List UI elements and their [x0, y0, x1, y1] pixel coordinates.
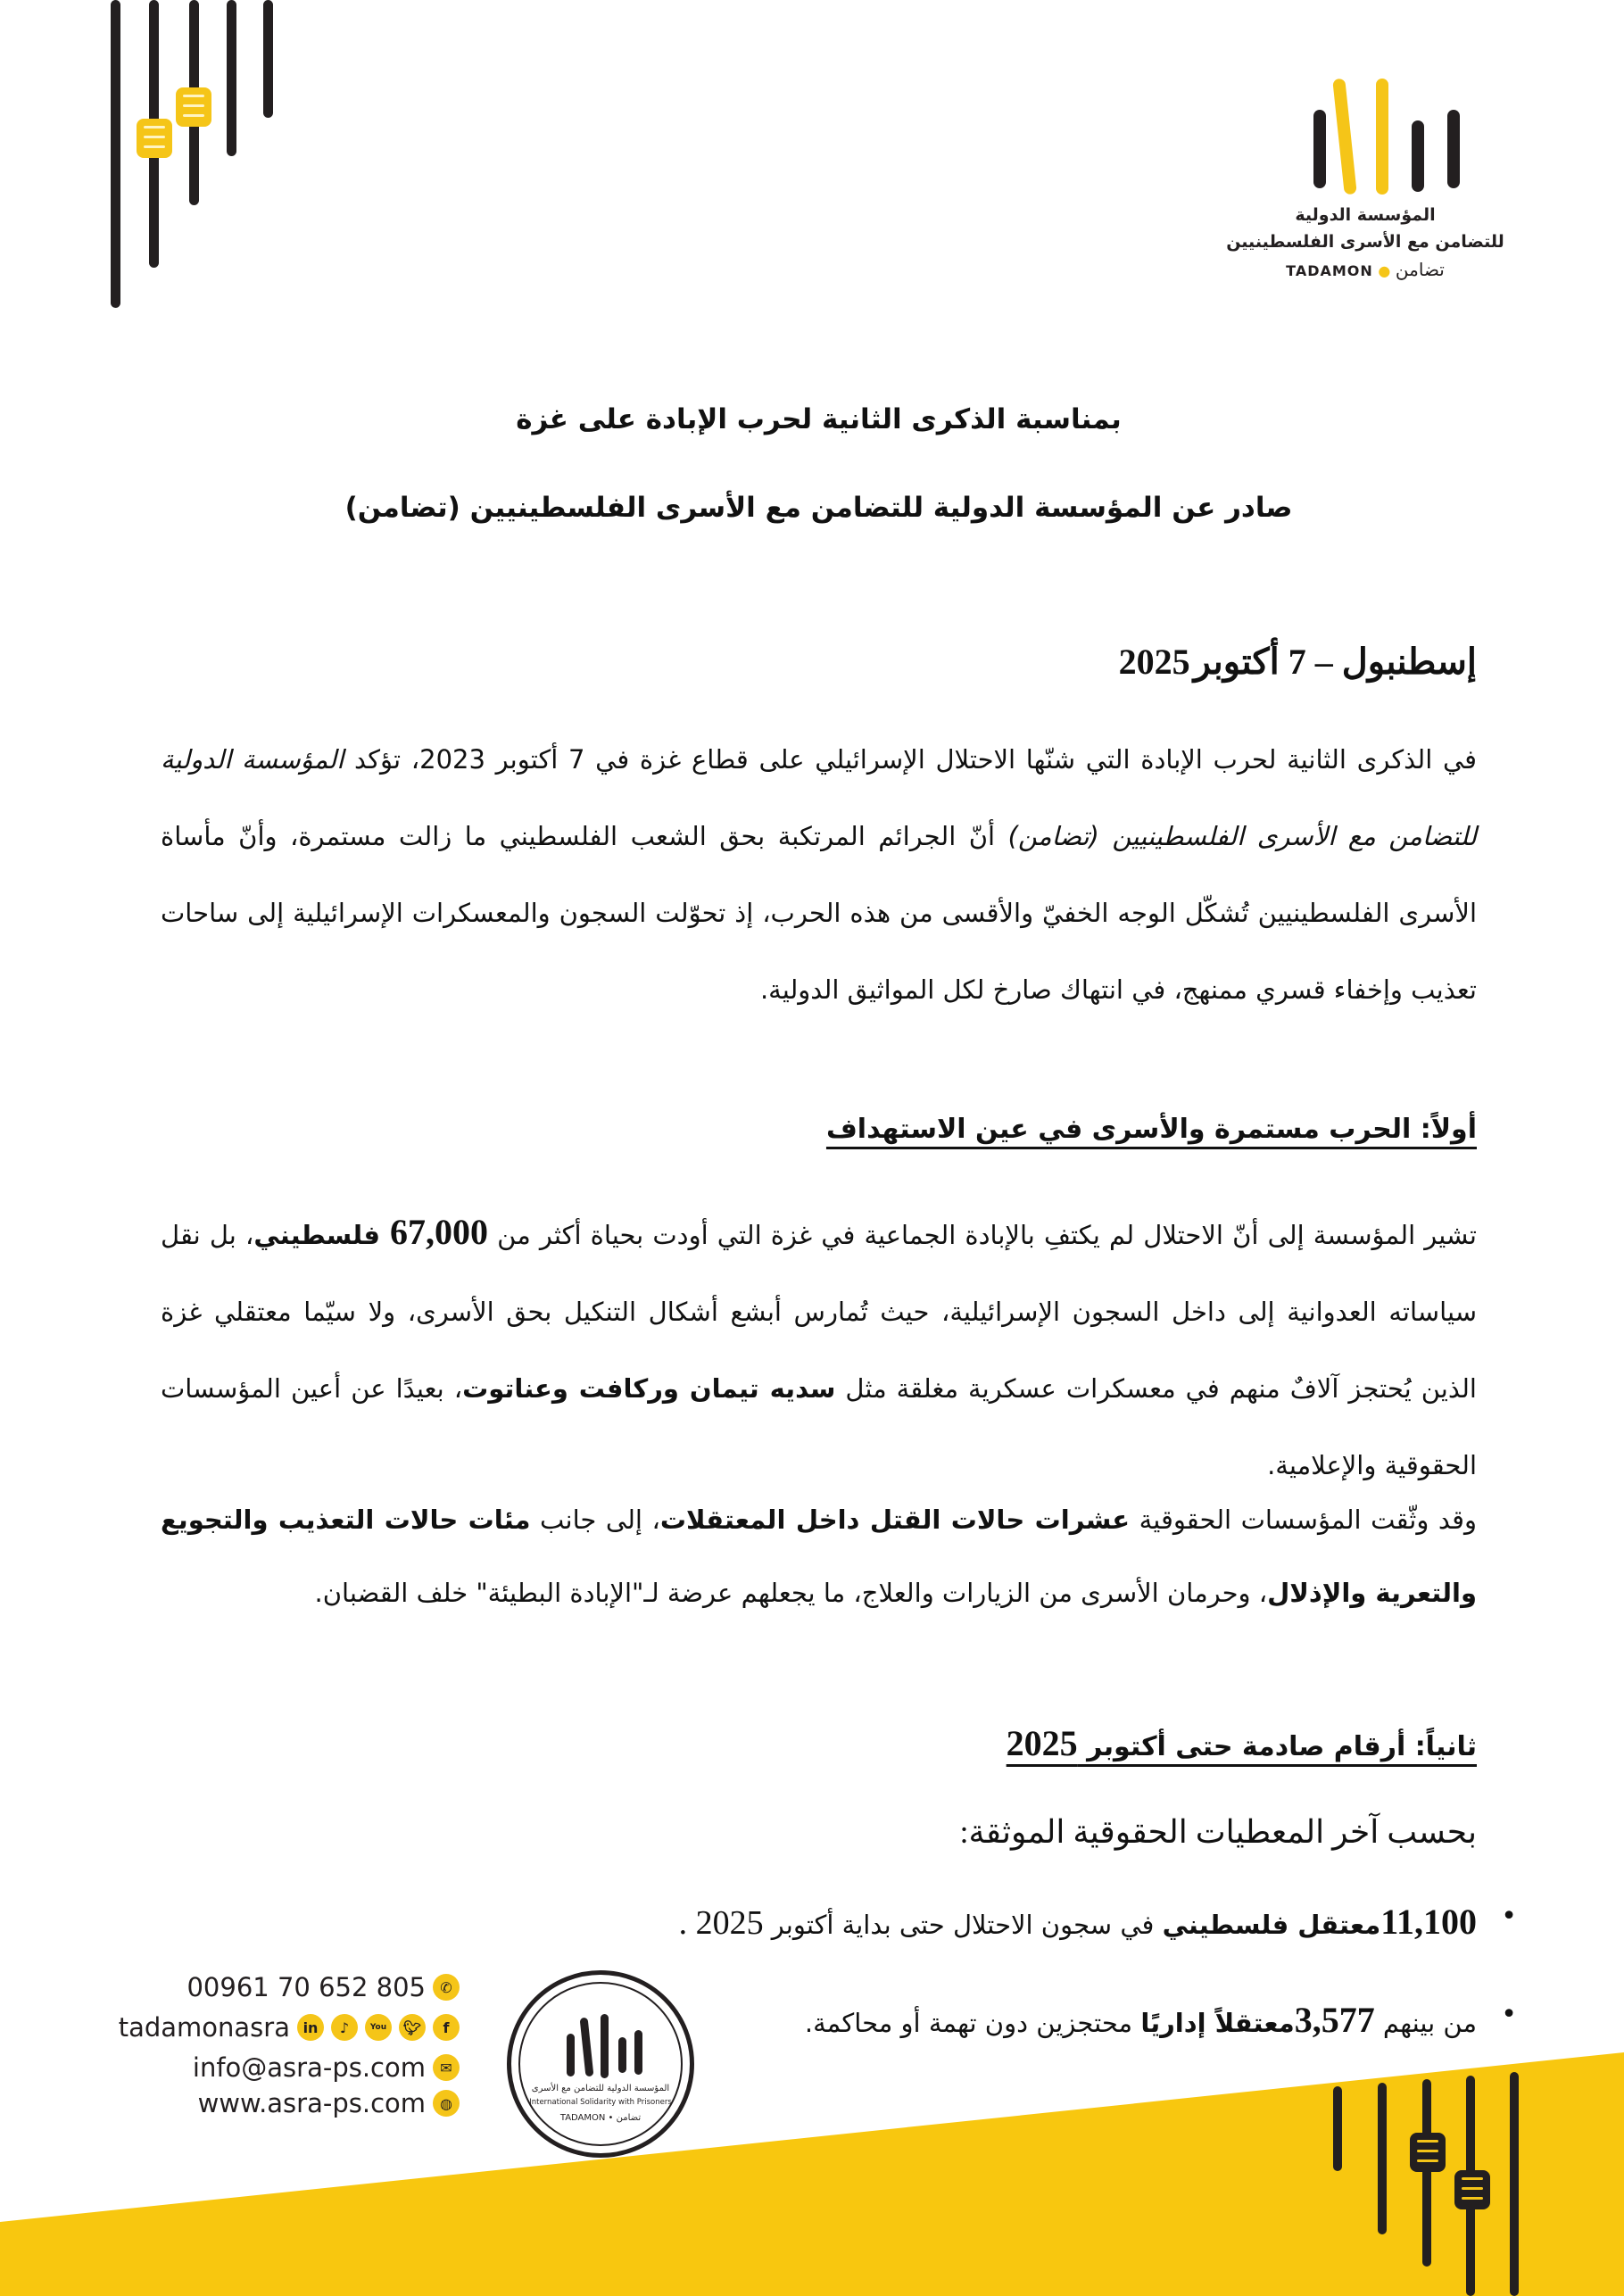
tiktok-icon[interactable]: ♪ — [331, 2014, 358, 2041]
youtube-icon[interactable]: You — [365, 2014, 392, 2041]
section1-heading-text: أولاً: الحرب مستمرة والأسرى في عين الاستهداف — [825, 1114, 1477, 1145]
killings-count: عشرات حالات القتل داخل المعتقلات — [659, 1504, 1131, 1535]
section2-lead: بحسب آخر المعطيات الحقوقية الموثقة: — [959, 1814, 1477, 1850]
section1-heading — [161, 1114, 1477, 1145]
s1-bold: فلسطيني — [253, 1220, 391, 1250]
section2-heading — [161, 1722, 1477, 1764]
twitter-icon[interactable]: 🐦︎ — [399, 2014, 426, 2041]
logo-arabic-brand: تضامن — [1395, 259, 1445, 280]
section2-heading-label: ثانياً: أرقام صادمة حتى أكتوبر — [1077, 1731, 1477, 1762]
tadamon-logo — [1222, 54, 1526, 286]
email-link[interactable]: info@asra-ps.com — [192, 2052, 426, 2083]
linkedin-icon[interactable]: in — [297, 2014, 324, 2041]
facebook-icon[interactable]: f — [433, 2014, 460, 2041]
social-handle[interactable]: tadamonasra — [118, 2012, 290, 2043]
logo-brand — [1214, 259, 1517, 280]
s1-text: تشير المؤسسة إلى أنّ الاحتلال لم يكتفِ بالإبادة الجماعية في غزة التي أودت بحياة أكثر من — [488, 1220, 1477, 1250]
s1-text: ، بل نقل سياساته العدوانية إلى داخل السجون الإسرائيلية، حيث تُمارس أبشع أشكال التنكيل بحق الأسرى، ولا سيّما معتقلي غزة الذين يُحتجز آلافٌ منهم في معسكرات عسكرية مغلقة مثل — [161, 1220, 1477, 1404]
stat-bullet-administrative — [805, 1999, 1477, 2041]
decorative-prison-bars-bottom — [1321, 2070, 1570, 2296]
dateline-place: إسطنبول – 7 أكتوبر — [1193, 642, 1477, 682]
prisoner-count: 11,100 — [1380, 1902, 1477, 1942]
stamp-brand: TADAMON • تضامن — [559, 2113, 642, 2123]
torture-count: مئات حالات التعذيب والتجويع والتعرية والإذلال — [161, 1504, 1477, 1608]
phone-number[interactable]: 00961 70 652 805 — [186, 1972, 426, 2002]
fist-icon — [1410, 2133, 1446, 2172]
s1-text: ، بعيدًا عن أعين المؤسسات الحقوقية والإعلامية. — [161, 1373, 1477, 1480]
death-toll-number: 67,000 — [390, 1212, 489, 1252]
s1p2-text: ، إلى جانب — [530, 1504, 660, 1535]
fist-icon — [1454, 2170, 1490, 2209]
globe-icon[interactable]: ◍ — [433, 2090, 460, 2117]
intro-paragraph — [161, 721, 1477, 1028]
section2-heading-year: 2025 — [1006, 1723, 1078, 1763]
bullet-text: في سجون الاحتلال حتى بداية أكتوبر — [763, 1910, 1163, 1940]
logo-latin-brand: TADAMON — [1286, 262, 1373, 279]
decorative-prison-bars-top — [0, 0, 286, 321]
s1p2-text: وقد وثّقت المؤسسات الحقوقية — [1130, 1504, 1477, 1535]
administrative-count: 3,577 — [1294, 2000, 1375, 2040]
whatsapp-icon[interactable]: ✆ — [433, 1974, 460, 2001]
website-link[interactable]: www.asra-ps.com — [197, 2088, 426, 2118]
s1p2-text: ، وحرمان الأسرى من الزيارات والعلاج، ما يجعلهم عرضة لـ"الإبادة البطيئة" خلف القضبان. — [314, 1578, 1268, 1608]
stamp-arabic: المؤسسة الدولية للتضامن مع الأسرى — [531, 2084, 670, 2093]
section1-paragraph1 — [161, 1194, 1477, 1504]
stat-bullet-prisoners — [679, 1901, 1477, 1943]
dateline-year: 2025 — [1118, 642, 1190, 682]
email-icon[interactable]: ✉ — [433, 2054, 460, 2081]
document-title: بمناسبة الذكرى الثانية لحرب الإبادة على غزة — [516, 403, 1122, 435]
logo-dot: ● — [1378, 262, 1391, 279]
intro-org-name: المؤسسة الدولية للتضامن مع الأسرى الفلسطينيين (تضامن) — [161, 744, 1477, 851]
camp-names: سديه تيمان وركافت وعناتوت — [462, 1373, 836, 1404]
logo-line2: للتضامن مع الأسرى الفلسطينيين — [1226, 232, 1504, 252]
section2-heading-text — [1006, 1723, 1477, 1763]
intro-text-2: أنّ الجرائم المرتكبة بحق الشعب الفلسطيني ما زالت مستمرة، وأنّ مأساة الأسرى الفلسطينيين تُشكّل الوجه الخفيّ والأقسى من هذه الحرب، إذ تحوّلت السجون والمعسكرات الإسرائيلية إلى ساحات تعذيب وإخفاء قسري ممنهج، في انتهاك صارخ لكل المواثيق الدولية. — [161, 821, 1477, 1005]
contact-block — [103, 1972, 460, 2133]
bullet-prefix: من بينهم — [1374, 2008, 1477, 2038]
official-stamp — [507, 1970, 694, 2158]
section1-paragraph2 — [161, 1483, 1477, 1629]
dateline — [161, 641, 1477, 683]
fist-icon — [137, 119, 172, 158]
bullet-text: محتجزين دون تهمة أو محاكمة. — [804, 2008, 1141, 2038]
fist-icon — [176, 87, 211, 127]
bullet-bold: معتقلاً إداريًا — [1140, 2008, 1295, 2038]
intro-text-1: في الذكرى الثانية لحرب الإبادة التي شنّها الاحتلال الإسرائيلي على قطاع غزة في 7 أكتوبر 2023، تؤكد — [354, 744, 1477, 775]
bullet-year: 2025 . — [678, 1904, 764, 1942]
logo-line1: المؤسسة الدولية — [1295, 205, 1436, 225]
bullet-bold: معتقل فلسطيني — [1162, 1910, 1381, 1940]
document-subtitle: صادر عن المؤسسة الدولية للتضامن مع الأسرى الفلسطينيين (تضامن) — [344, 492, 1293, 524]
stamp-english: International Solidarity with Prisoners — [529, 2098, 672, 2107]
